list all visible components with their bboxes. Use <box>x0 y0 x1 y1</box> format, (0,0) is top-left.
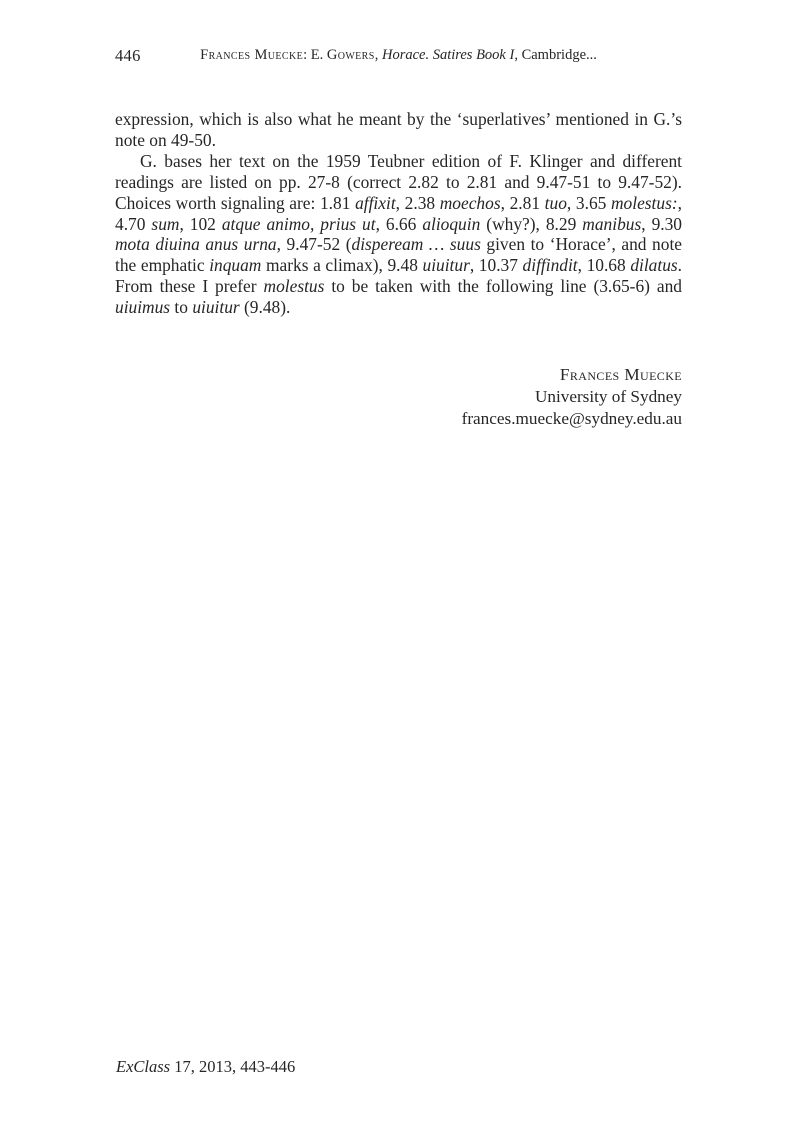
page-number: 446 <box>115 46 141 65</box>
running-head: Frances Muecke: E. Gowers, Horace. Satires Book I, Cambridge... <box>200 47 597 63</box>
paragraph: expression, which is also what he meant by the ‘superlatives’ mentioned in G.’s note on 49-50. <box>115 109 682 150</box>
author-email: frances.muecke@sydney.edu.au <box>461 409 682 428</box>
page-header <box>115 46 682 68</box>
author-affiliation: University of Sydney <box>534 387 682 406</box>
signature-block <box>115 364 682 430</box>
author-name: Frances Muecke <box>559 365 682 384</box>
paragraph: G. bases her text on the 1959 Teubner edition of F. Klinger and different readings are listed on pp. 27-8 (correct 2.82 to 2.81 and 9.47-51 to 9.47-52). Choices worth signaling are: 1.81 affixit, 2.38 moechos, 2.81 tuo, 3.65 molestus:, 4.70 sum, 102 atque animo, prius ut, 6.66 alioquin (why?), 8.29 manibus, 9.30 mota diuina anus urna, 9.47-52 (dispeream … suus given to ‘Horace’, and note the emphatic inquam marks a climax), 9.48 uiuitur, 10.37 diffindit, 10.68 dilatus. From these I prefer molestus to be taken with the following line (3.65-6) and uiuimus to uiuitur (9.48). <box>115 150 683 318</box>
review-body <box>115 109 682 318</box>
journal-citation: ExClass 17, 2013, 443-446 <box>116 1057 296 1076</box>
